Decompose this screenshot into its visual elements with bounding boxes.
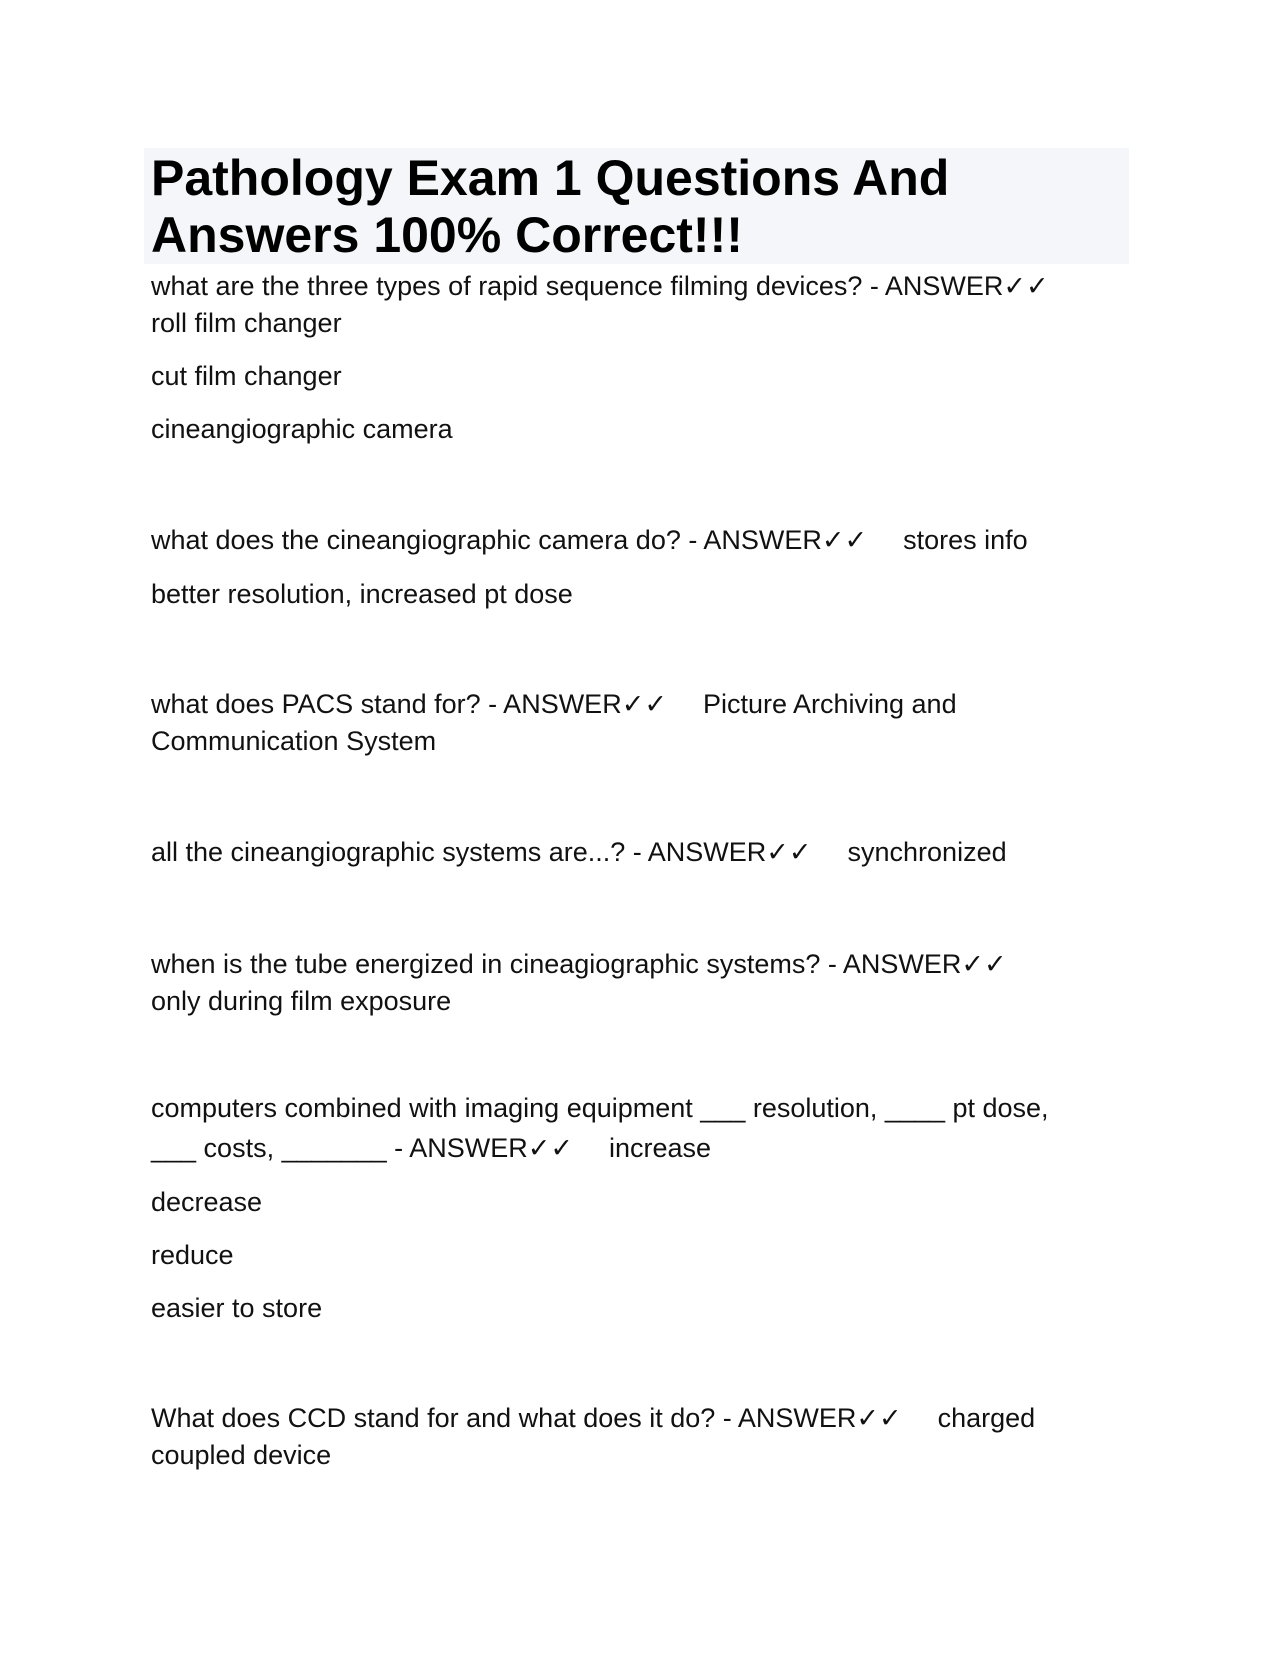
qa1-answer-extra-2: cineangiographic camera [151,414,453,444]
qa7-question: What does CCD stand for and what does it do? - ANSWER✓✓ [151,1403,902,1433]
qa2-answer: stores info [903,525,1028,555]
qa5-question: when is the tube energized in cineagiographic systems? - ANSWER✓✓ [151,949,1007,979]
title-line-1: Pathology Exam 1 Questions And [151,150,950,206]
qa6-answer-extra-2: reduce [151,1240,234,1270]
qa2-question: what does the cineangiographic camera do? - ANSWER✓✓ [151,525,868,555]
qa7-answer: charged [937,1403,1036,1433]
qa6-answer-extra-3: easier to store [151,1293,323,1323]
qa6-line-2 [151,1130,1141,1167]
qa6-answer: increase [608,1133,712,1163]
qa4-question: all the cineangiographic systems are...? - ANSWER✓✓ [151,837,812,867]
qa1-answer-line: roll film changer [151,308,342,338]
qa5-answer: only during film exposure [151,986,452,1016]
qa1-question: what are the three types of rapid sequence filming devices? - ANSWER✓✓ [151,271,1049,301]
qa2-line [151,522,1141,559]
title-line-2: Answers 100% Correct!!! [151,207,743,263]
qa3-line [151,686,1141,723]
qa3-question: what does PACS stand for? - ANSWER✓✓ [151,689,667,719]
qa3-answer-line-2: Communication System [151,726,437,756]
qa1-answer-extra-1: cut film changer [151,361,342,391]
qa7-answer-line-2: coupled device [151,1440,332,1470]
qa4-answer: synchronized [847,837,1007,867]
qa6-question-line-1: computers combined with imaging equipment ___ resolution, ____ pt dose, [151,1093,1049,1123]
page-title [151,150,1126,264]
qa3-answer: Picture Archiving and [702,689,957,719]
qa2-answer-extra-1: better resolution, increased pt dose [151,579,573,609]
qa4-line [151,834,1141,871]
qa6-answer-extra-1: decrease [151,1187,263,1217]
qa6-question-line-2: ___ costs, _______ - ANSWER✓✓ [151,1133,573,1163]
qa7-line [151,1400,1141,1437]
